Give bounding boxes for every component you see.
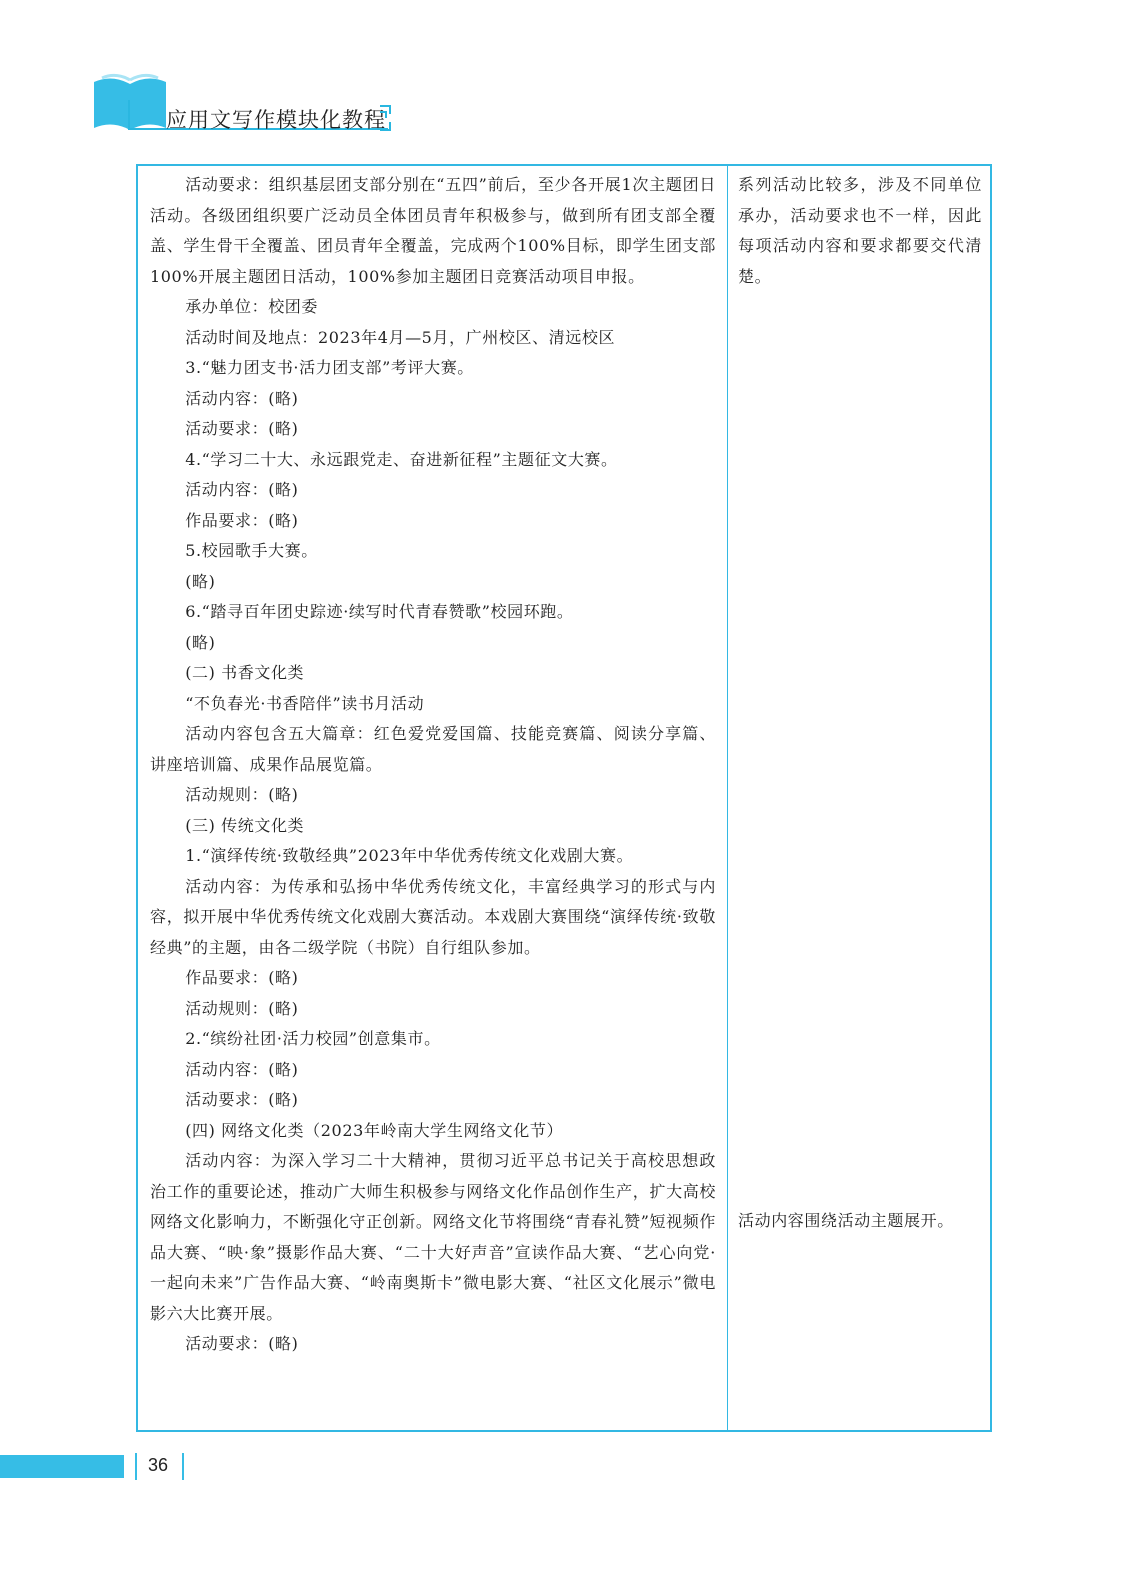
paragraph: 活动规则：(略) [185, 785, 299, 804]
paragraph: 活动内容包含五大篇章：红色爱党爱国篇、技能竞赛篇、阅读分享篇、讲座培训篇、成果作品展览篇。 [150, 724, 716, 774]
corner-bracket-icon [378, 104, 394, 132]
paragraph: 活动要求：(略) [185, 419, 299, 438]
paragraph: 活动要求：组织基层团支部分别在“五四”前后，至少各开展1次主题团日活动。各级团组织要广泛动员全体团员青年积极参与，做到所有团支部全覆盖、学生骨干全覆盖、团员青年全覆盖，完成两个100%目标，即学生团支部100%开展主题团日活动，100%参加主题团日竞赛活动项目申报。 [150, 175, 716, 286]
paragraph: 活动规则：(略) [185, 998, 299, 1018]
paragraph: 活动内容：(略) [185, 388, 299, 408]
paragraph: 4.“学习二十大、永远跟党走、奋进新征程”主题征文大赛。 [185, 449, 618, 469]
paragraph: “不负春光·书香陪伴”读书月活动 [185, 693, 425, 713]
footer-divider [182, 1453, 184, 1480]
section-heading: (二) 书香文化类 [185, 663, 305, 682]
paragraph: 活动时间及地点：2023年4月—5月，广州校区、清远校区 [185, 327, 616, 347]
section-heading: (三) 传统文化类 [185, 815, 305, 835]
footer-bar [0, 1455, 124, 1478]
content-table [136, 164, 992, 1432]
annotation-note: 活动内容围绕活动主题展开。 [738, 1211, 954, 1230]
book-title: 应用文写作模块化教程 [166, 108, 386, 132]
footer-divider [135, 1453, 137, 1480]
paragraph: (略) [185, 632, 216, 652]
paragraph: 活动内容：(略) [185, 480, 299, 499]
paragraph: 作品要求：(略) [185, 968, 299, 987]
section-heading: (四) 网络文化类（2023年岭南大学生网络文化节） [185, 1120, 564, 1140]
annotation-note: 系列活动比较多，涉及不同单位承办，活动要求也不一样，因此每项活动内容和要求都要交代清楚。 [738, 175, 982, 286]
paragraph: 1.“演绎传统·致敬经典”2023年中华优秀传统文化戏剧大赛。 [185, 846, 634, 865]
paragraph: 承办单位：校团委 [185, 297, 318, 316]
paragraph: 活动要求：(略) [185, 1090, 299, 1109]
main-text-column [150, 170, 716, 1360]
paragraph: 2.“缤纷社团·活力校园”创意集市。 [185, 1029, 441, 1048]
paragraph: 活动要求：(略) [185, 1334, 299, 1353]
page-number: 36 [148, 1455, 169, 1475]
paragraph: 3.“魅力团支书·活力团支部”考评大赛。 [185, 358, 474, 377]
paragraph: 5.校园歌手大赛。 [185, 541, 318, 560]
paragraph: (略) [185, 571, 216, 591]
paragraph: 活动内容：(略) [185, 1059, 299, 1079]
paragraph: 6.“踏寻百年团史踪迹·续写时代青春赞歌”校园环跑。 [185, 602, 574, 621]
paragraph: 作品要求：(略) [185, 510, 299, 530]
paragraph: 活动内容：为深入学习二十大精神，贯彻习近平总书记关于高校思想政治工作的重要论述，推动广大师生积极参与网络文化作品创作生产，扩大高校网络文化影响力，不断强化守正创新。网络文化节将围绕“青春礼赞”短视频作品大赛、“映·象”摄影作品大赛、“二十大好声音”宣读作品大赛、“艺心向党·一起向未来”广告作品大赛、“岭南奥斯卡”微电影大赛、“社区文化展示”微电影六大比赛开展。 [150, 1151, 716, 1323]
page-header [0, 0, 1127, 150]
paragraph: 活动内容：为传承和弘扬中华优秀传统文化，丰富经典学习的形式与内容，拟开展中华优秀传统文化戏剧大赛活动。本戏剧大赛围绕“演绎传统·致敬经典”的主题，由各二级学院（书院）自行组队参加。 [150, 876, 716, 957]
column-divider [727, 166, 728, 1430]
